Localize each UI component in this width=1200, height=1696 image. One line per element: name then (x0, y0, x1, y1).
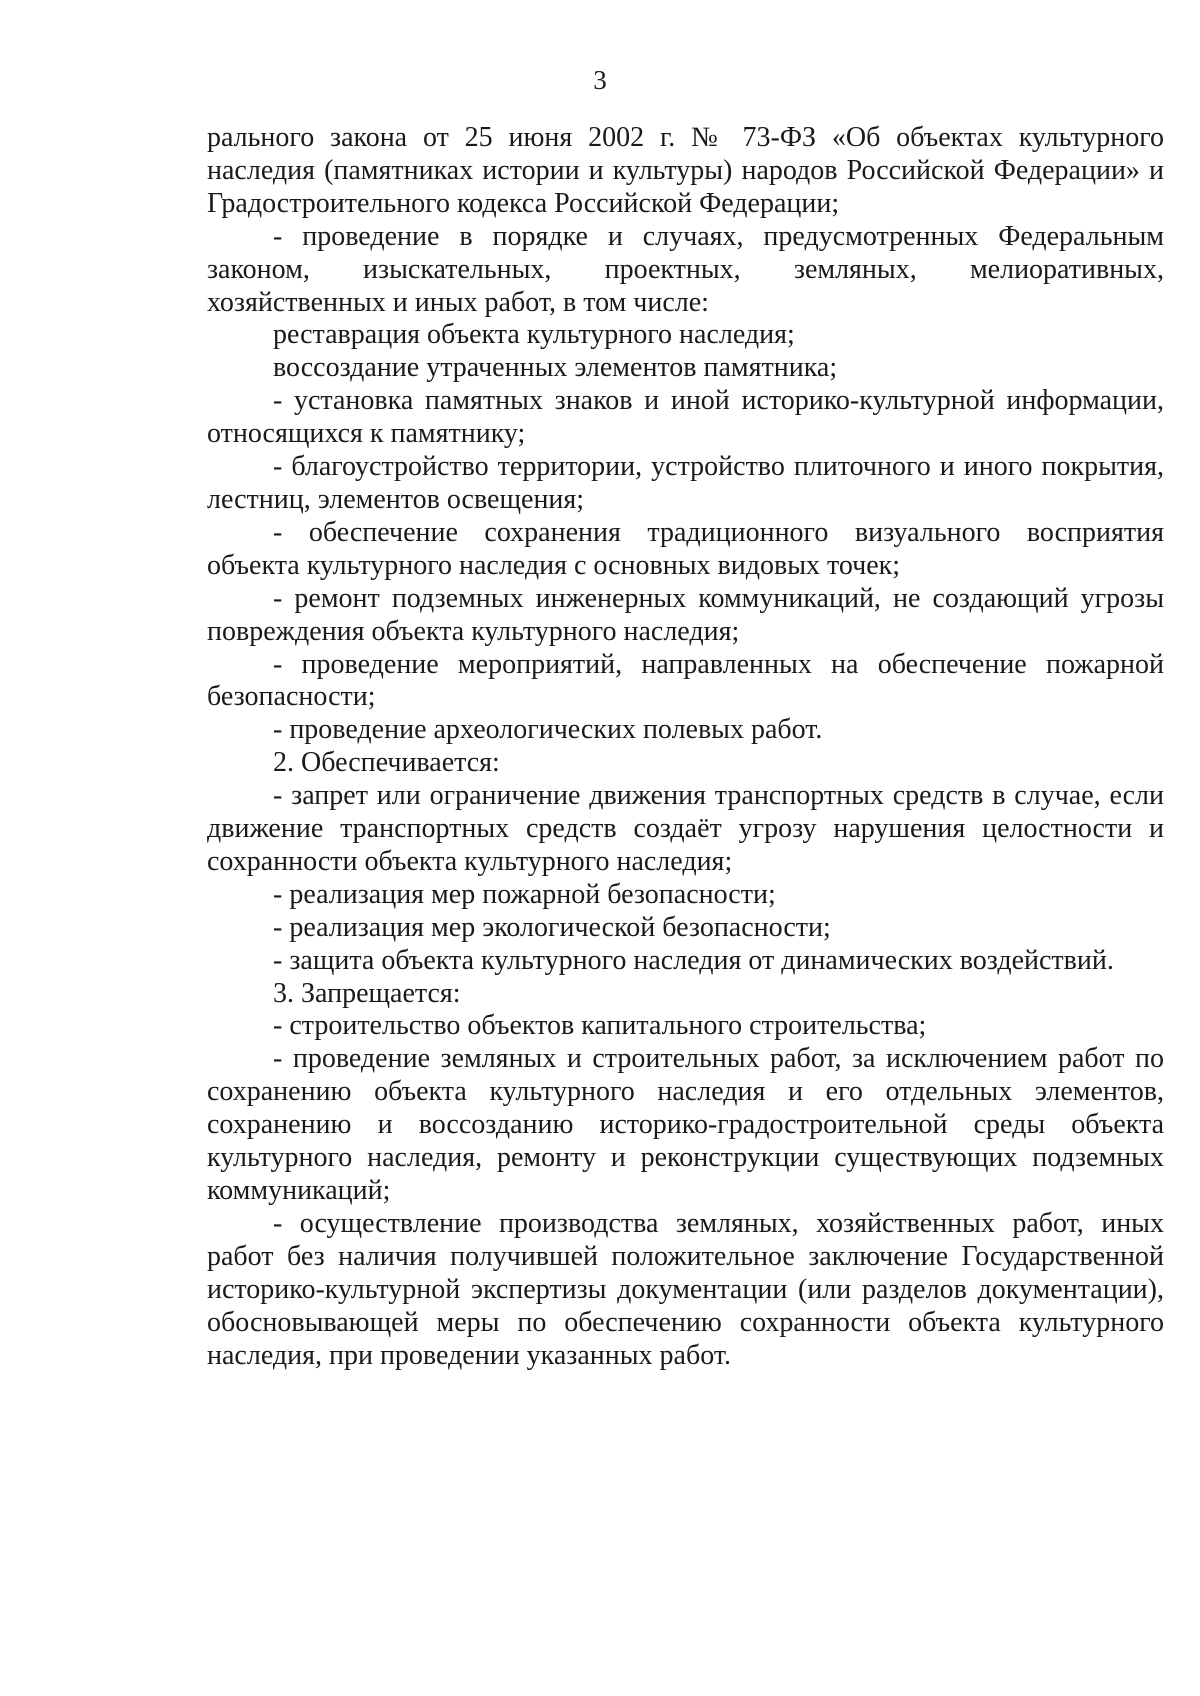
paragraph: рального закона от 25 июня 2002 г. № 73-ФЗ «Об объектах культурного наследия (памятниках истории и культуры) народов Российской Федерации» и Градостроительного кодекса Российской Федерации; (207, 122, 1164, 219)
paragraph: - реализация мер пожарной безопасности; (273, 878, 776, 910)
section-heading: 3. Запрещается: (273, 977, 461, 1009)
paragraph: - установка памятных знаков и иной историко-культурной информации, относящихся к памятнику; (207, 385, 1164, 450)
paragraph: - проведение земляных и строительных работ, за исключением работ по сохранению объекта культурного наследия и его отдельных элементов, сохранению и воссозданию историко-градостроительной среды объекта культурного наследия, ремонту и реконструкции существующих подземных коммуникаций; (207, 1043, 1164, 1206)
paragraph: воссоздание утраченных элементов памятника; (273, 352, 838, 384)
paragraph: - обеспечение сохранения традиционного визуального восприятия объекта культурного наследия с основных видовых точек; (207, 516, 1164, 581)
paragraph: - проведение археологических полевых работ. (273, 714, 823, 746)
paragraph: - осуществление производства земляных, хозяйственных работ, иных работ без наличия получившей положительное заключение Государственной историко-культурной экспертизы документации (или разделов документации), обосновывающей меры по обеспечению сохранности объекта культурного наследия, при проведении указанных работ. (207, 1207, 1164, 1371)
paragraph: - ремонт подземных инженерных коммуникаций, не создающий угрозы повреждения объекта культурного наследия; (207, 582, 1164, 647)
paragraph: реставрация объекта культурного наследия; (273, 319, 795, 351)
paragraph: - защита объекта культурного наследия от динамических воздействий. (273, 944, 1114, 976)
paragraph: - благоустройство территории, устройство плиточного и иного покрытия, лестниц, элементов освещения; (207, 451, 1164, 515)
paragraph: - проведение мероприятий, направленных на обеспечение пожарной безопасности; (207, 648, 1164, 713)
section-heading: 2. Обеспечивается: (273, 747, 500, 779)
page-number: 3 (593, 65, 607, 95)
paragraph: - запрет или ограничение движения транспортных средств в случае, если движение транспортных средств создаёт угрозу нарушения целостности и сохранности объекта культурного наследия; (207, 780, 1164, 877)
document-body (207, 122, 1164, 1372)
paragraph: - реализация мер экологической безопасности; (273, 911, 831, 943)
paragraph: - строительство объектов капитального строительства; (273, 1010, 927, 1042)
paragraph: - проведение в порядке и случаях, предусмотренных Федеральным законом, изыскательных, проектных, земляных, мелиоративных, хозяйственных и иных работ, в том числе: (207, 220, 1164, 318)
